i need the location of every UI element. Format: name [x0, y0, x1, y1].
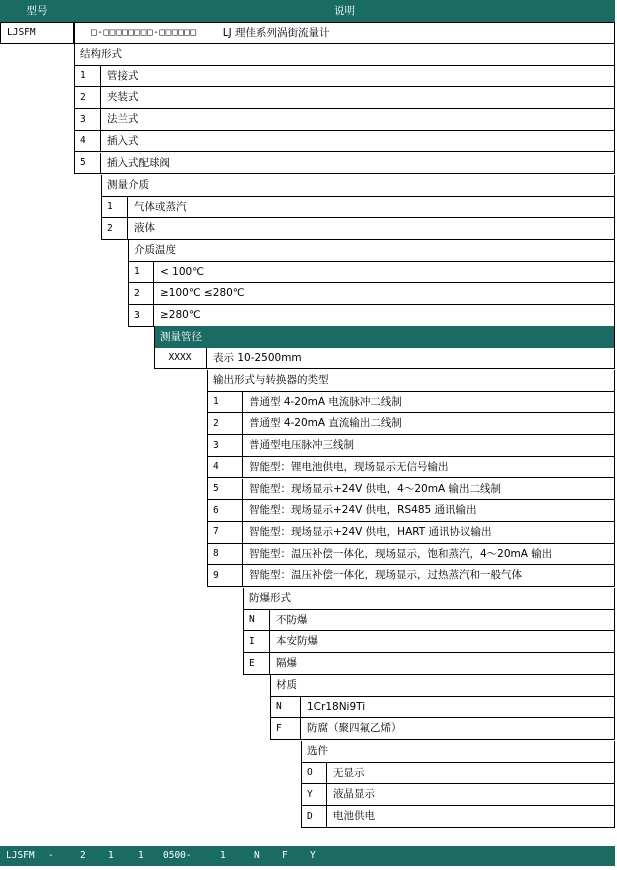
- rule-line: [614, 240, 615, 327]
- option-code: 5: [74, 153, 101, 175]
- option-label: 表示 10-2500mm: [207, 348, 615, 370]
- option-label: 无显示: [327, 763, 615, 785]
- option-label: 插入式配球阀: [101, 153, 615, 175]
- option-code: 3: [74, 109, 101, 131]
- option-label: 智能型：现场显示+24V 供电，4～20mA 输出二线制: [243, 479, 615, 501]
- option-label: 法兰式: [101, 109, 615, 131]
- option-code: 1: [101, 197, 128, 219]
- description-header: 说明: [74, 0, 615, 22]
- option-code: O: [301, 763, 327, 785]
- option-label: 普通型 4-20mA 电流脉冲二线制: [243, 392, 615, 414]
- option-label: 智能型：锂电池供电，现场显示无信号输出: [243, 457, 615, 479]
- option-label: 夹装式: [101, 87, 615, 109]
- option-label: 液体: [128, 218, 615, 240]
- option-code: 4: [74, 131, 101, 153]
- example-token: 1: [108, 850, 114, 861]
- option-label: 隔爆: [270, 653, 615, 675]
- group-title: 材质: [270, 675, 615, 697]
- model-pattern: □-□□□□□□□□-□□□□□□: [91, 27, 197, 39]
- rule-line: [614, 175, 615, 240]
- option-label: 管接式: [101, 66, 615, 88]
- option-code: 7: [207, 522, 243, 544]
- example-token: 1: [220, 850, 226, 861]
- option-code: 1: [128, 262, 154, 284]
- example-token: 1: [138, 850, 144, 861]
- option-label: 智能型：现场显示+24V 供电，HART 通讯协议输出: [243, 522, 615, 544]
- rule-line: [101, 175, 102, 240]
- option-code: 2: [74, 87, 101, 109]
- option-code: 6: [207, 500, 243, 522]
- option-code: 3: [207, 435, 243, 457]
- rule-line: [614, 44, 615, 174]
- example-token: -: [48, 850, 54, 861]
- option-code: 3: [128, 305, 154, 327]
- option-code: 4: [207, 457, 243, 479]
- option-label: ≥100℃ ≤280℃: [154, 283, 615, 305]
- option-label: 智能型：现场显示+24V 供电，RS485 通讯输出: [243, 500, 615, 522]
- option-code: I: [243, 631, 270, 653]
- option-code: 5: [207, 479, 243, 501]
- rule-line: [614, 370, 615, 587]
- option-label: ≥280℃: [154, 305, 615, 327]
- option-label: 智能型：温压补偿一体化，现场显示，饱和蒸汽，4～20mA 输出: [243, 544, 615, 566]
- rule-line: [614, 675, 615, 740]
- rule-line: [207, 370, 208, 587]
- option-code: D: [301, 806, 327, 828]
- rule-line: [614, 588, 615, 675]
- option-label: 液晶显示: [327, 784, 615, 806]
- option-label: 气体或蒸汽: [128, 197, 615, 219]
- model-header: 型号: [0, 0, 74, 22]
- option-label: 不防爆: [270, 610, 615, 632]
- option-code: 1: [74, 66, 101, 88]
- option-label: 普通型电压脉冲三线制: [243, 435, 615, 457]
- option-code: N: [243, 610, 270, 632]
- example-token: N: [254, 850, 260, 861]
- option-label: 普通型 4-20mA 直流输出二线制: [243, 413, 615, 435]
- option-label: 防腐（聚四氟乙烯）: [301, 718, 615, 740]
- option-label: 插入式: [101, 131, 615, 153]
- option-code: XXXX: [154, 348, 207, 370]
- group-title: 输出形式与转换器的类型: [207, 370, 615, 392]
- option-code: F: [270, 718, 301, 740]
- option-code: 2: [207, 413, 243, 435]
- rule-line: [614, 741, 615, 828]
- option-label: 本安防爆: [270, 631, 615, 653]
- example-token: 2: [80, 850, 86, 861]
- rule-line: [243, 588, 244, 675]
- option-code: Y: [301, 784, 327, 806]
- example-token: LJSFM: [6, 850, 35, 861]
- model-code: LJSFM: [0, 22, 74, 44]
- rule-line: [301, 741, 302, 828]
- option-label: 智能型：温压补偿一体化，现场显示，过热蒸汽和一般气体: [243, 565, 615, 587]
- rule-line: [74, 44, 75, 174]
- option-code: 9: [207, 565, 243, 587]
- rule-line: [154, 326, 155, 369]
- option-label: < 100℃: [154, 262, 615, 284]
- example-token: 0500-: [163, 850, 192, 861]
- group-title: 防爆形式: [243, 588, 615, 610]
- model-title: LJ 理佳系列涡街流量计: [222, 26, 330, 39]
- option-label: 1Cr18Ni9Ti: [301, 697, 615, 719]
- option-code: 2: [101, 218, 128, 240]
- rule-line: [270, 675, 271, 740]
- group-title: 测量介质: [101, 175, 615, 197]
- model-row: [74, 22, 615, 44]
- group-title: 选件: [301, 741, 615, 763]
- option-code: E: [243, 653, 270, 675]
- option-code: 2: [128, 283, 154, 305]
- option-code: N: [270, 697, 301, 719]
- example-code-bar: [0, 846, 615, 866]
- rule-line: [614, 326, 615, 369]
- option-label: 电池供电: [327, 806, 615, 828]
- example-token: F: [282, 850, 288, 861]
- option-code: 1: [207, 392, 243, 414]
- rule-line: [128, 240, 129, 327]
- option-code: 8: [207, 544, 243, 566]
- group-title: 介质温度: [128, 240, 615, 262]
- example-token: Y: [310, 850, 316, 861]
- group-title: 测量管径: [154, 326, 615, 348]
- group-title: 结构形式: [74, 44, 615, 66]
